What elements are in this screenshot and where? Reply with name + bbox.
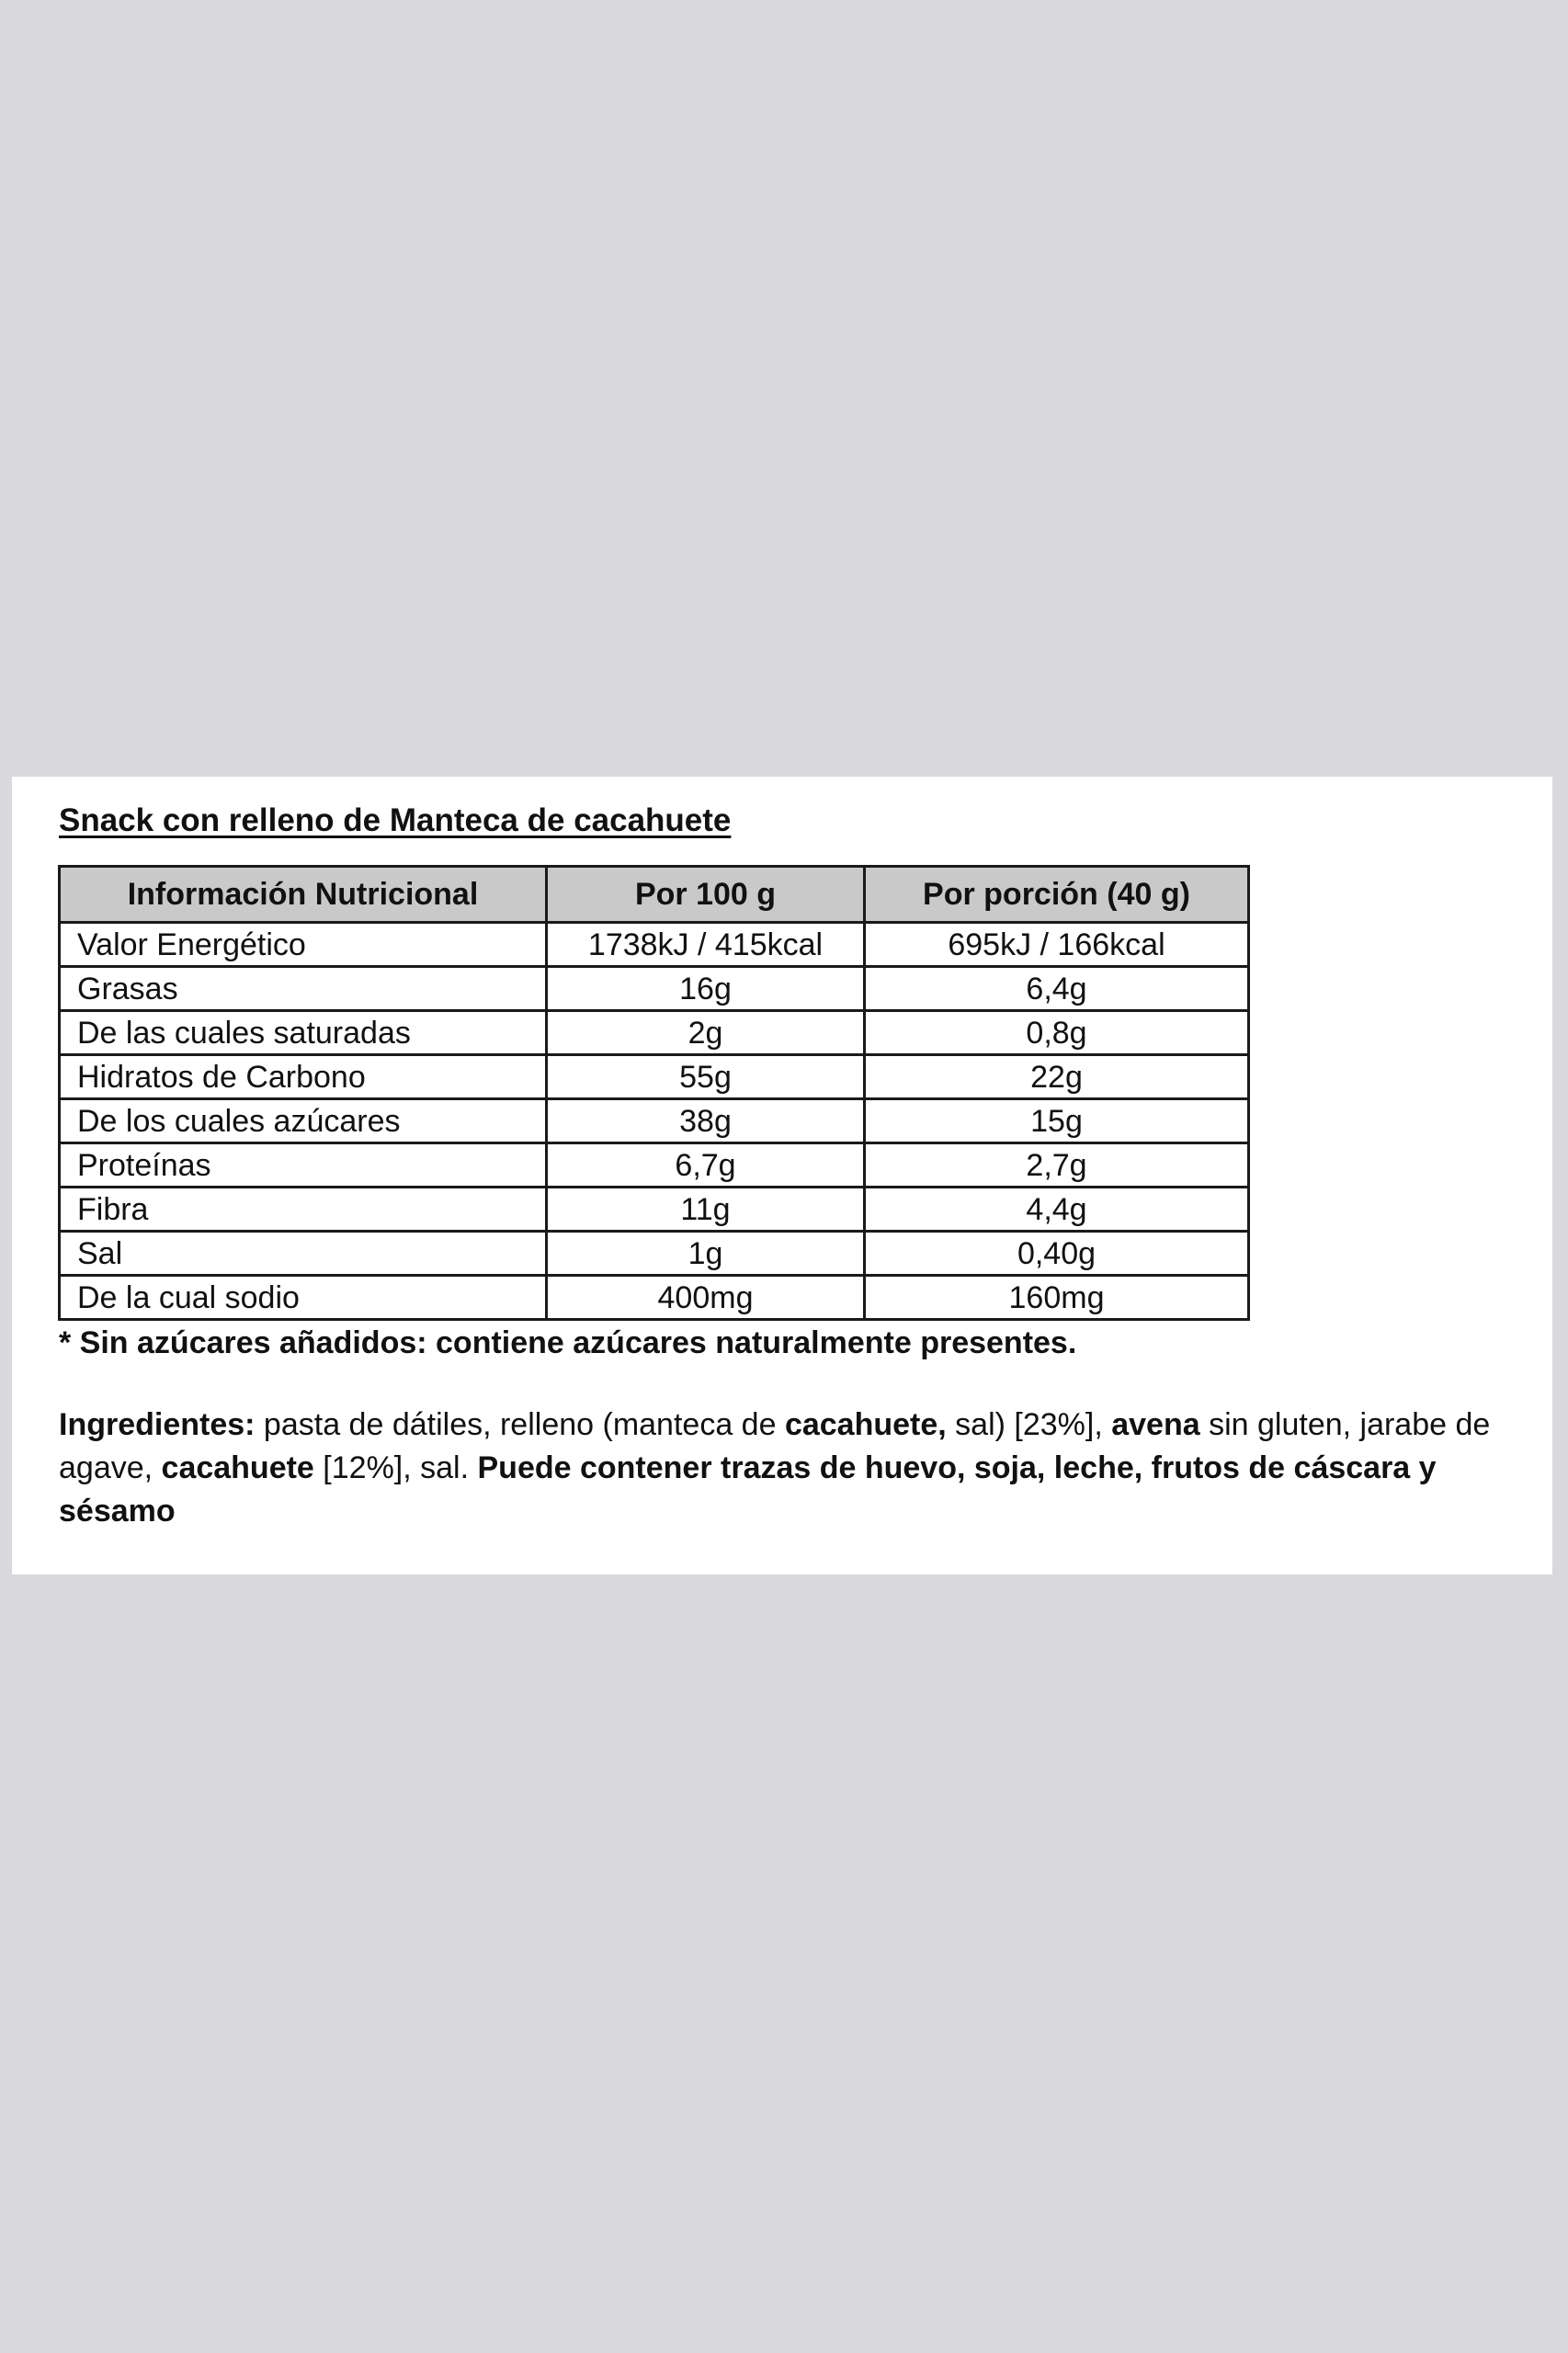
nutrient-name: Hidratos de Carbono bbox=[60, 1055, 547, 1099]
table-row bbox=[60, 1188, 1249, 1232]
table-row bbox=[60, 1276, 1249, 1320]
value-per-portion: 160mg bbox=[865, 1276, 1249, 1320]
ingredients-text: sin gluten, jarabe de agave, bbox=[59, 1407, 1491, 1485]
sugar-footnote: * Sin azúcares añadidos: contiene azúcares naturalmente presentes. bbox=[59, 1325, 1077, 1360]
ingredients-text: sal) [23%], bbox=[946, 1407, 1112, 1442]
label-panel bbox=[12, 777, 1552, 1574]
table-row bbox=[60, 1011, 1249, 1055]
nutrient-name: Grasas bbox=[60, 967, 547, 1011]
nutrient-name: Proteínas bbox=[60, 1143, 547, 1188]
value-per-portion: 0,8g bbox=[865, 1011, 1249, 1055]
ingredients-text: pasta de dátiles, relleno (manteca de bbox=[255, 1407, 785, 1442]
nutrient-name: De los cuales azúcares bbox=[60, 1099, 547, 1143]
ingredients-label: Ingredientes: bbox=[59, 1407, 256, 1442]
header-nutrient: Información Nutricional bbox=[60, 867, 547, 923]
nutrient-name: Valor Energético bbox=[60, 923, 547, 967]
value-per-portion: 2,7g bbox=[865, 1143, 1249, 1188]
value-per-100g: 1g bbox=[547, 1232, 865, 1276]
value-per-100g: 6,7g bbox=[547, 1143, 865, 1188]
value-per-portion: 0,40g bbox=[865, 1232, 1249, 1276]
table-row bbox=[60, 1099, 1249, 1143]
allergen-text: cacahuete, bbox=[784, 1407, 947, 1442]
value-per-100g: 2g bbox=[547, 1011, 865, 1055]
nutrient-name: Sal bbox=[60, 1232, 547, 1276]
value-per-100g: 16g bbox=[547, 967, 865, 1011]
value-per-100g: 11g bbox=[547, 1188, 865, 1232]
nutrition-table bbox=[58, 865, 1250, 1321]
allergen-text: avena bbox=[1111, 1407, 1200, 1442]
allergen-text: cacahuete bbox=[161, 1450, 314, 1485]
value-per-portion: 4,4g bbox=[865, 1188, 1249, 1232]
value-per-portion: 22g bbox=[865, 1055, 1249, 1099]
table-row bbox=[60, 967, 1249, 1011]
value-per-100g: 38g bbox=[547, 1099, 865, 1143]
value-per-100g: 1738kJ / 415kcal bbox=[547, 923, 865, 967]
table-header-row bbox=[60, 867, 1249, 923]
value-per-portion: 6,4g bbox=[865, 967, 1249, 1011]
header-per-100g: Por 100 g bbox=[547, 867, 865, 923]
table-row bbox=[60, 1232, 1249, 1276]
header-per-portion: Por porción (40 g) bbox=[865, 867, 1249, 923]
value-per-100g: 400mg bbox=[547, 1276, 865, 1320]
value-per-100g: 55g bbox=[547, 1055, 865, 1099]
value-per-portion: 695kJ / 166kcal bbox=[865, 923, 1249, 967]
table-row bbox=[60, 1055, 1249, 1099]
nutrient-name: De la cual sodio bbox=[60, 1276, 547, 1320]
nutrient-name: Fibra bbox=[60, 1188, 547, 1232]
table-row bbox=[60, 923, 1249, 967]
nutrient-name: De las cuales saturadas bbox=[60, 1011, 547, 1055]
value-per-portion: 15g bbox=[865, 1099, 1249, 1143]
ingredients-paragraph bbox=[59, 1404, 1529, 1533]
table-row bbox=[60, 1143, 1249, 1188]
ingredients-text: [12%], sal. bbox=[313, 1450, 478, 1485]
product-title: Snack con relleno de Manteca de cacahuete bbox=[59, 802, 732, 838]
allergen-warning: Puede contener trazas de huevo, soja, leche, frutos de cáscara y sésamo bbox=[59, 1450, 1437, 1529]
